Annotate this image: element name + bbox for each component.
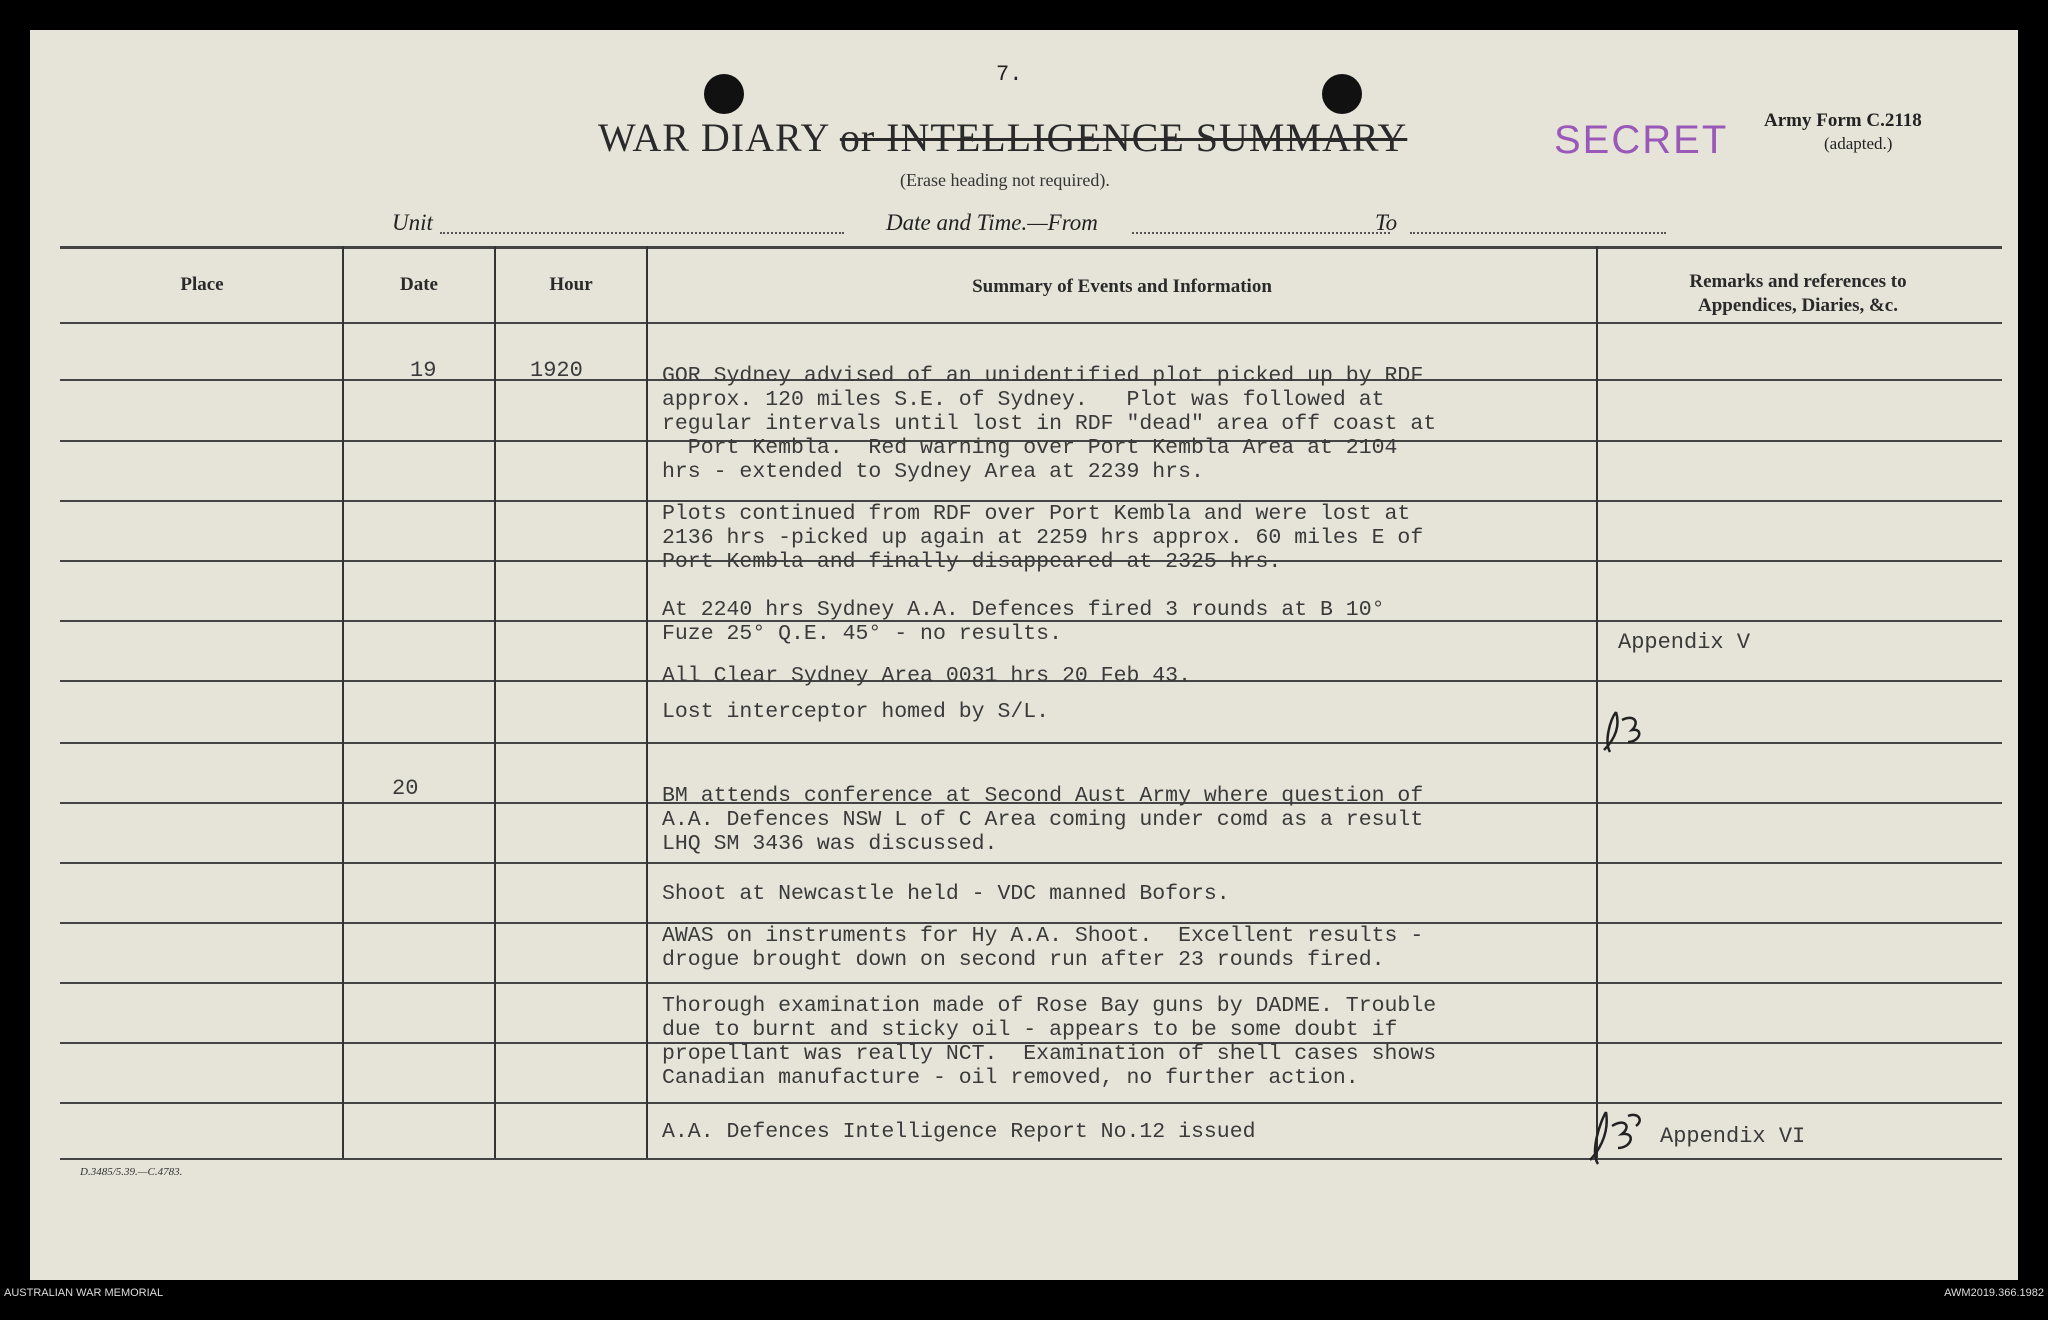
date-time-from-field[interactable] xyxy=(1132,232,1390,234)
date-time-to-field[interactable] xyxy=(1410,232,1666,234)
remark-appendix-v: Appendix V xyxy=(1618,630,1751,655)
archive-label: AUSTRALIAN WAR MEMORIAL xyxy=(4,1287,164,1299)
handwritten-initials-2 xyxy=(1582,1102,1662,1172)
column-header-date: Date xyxy=(400,274,438,295)
punch-hole-right xyxy=(1322,74,1362,114)
entry-summary-2: Plots continued from RDF over Port Kembla and were lost at 2136 hrs -picked up again at 2259 hrs approx. 60 miles E of Port Kembla and finally disappeared at 2325 hrs. xyxy=(662,502,1424,574)
column-header-hour: Hour xyxy=(549,274,593,295)
war-diary-sheet xyxy=(30,30,2018,1280)
entry-summary-10: A.A. Defences Intelligence Report No.12 issued xyxy=(662,1120,1256,1144)
archive-accession: AWM2019.366.1982 xyxy=(1944,1287,2044,1299)
war-diary-title: WAR DIARY xyxy=(598,115,829,160)
entry-summary-3: At 2240 hrs Sydney A.A. Defences fired 3 rounds at B 10° Fuze 25° Q.E. 45° - no results. xyxy=(662,598,1385,646)
remark-appendix-vi: Appendix VI xyxy=(1660,1124,1806,1149)
date-time-from-label: Date and Time.—From xyxy=(886,210,1098,235)
entry-summary-6: BM attends conference at Second Aust Army where question of A.A. Defences NSW L of C Area coming under comd as a result LHQ SM 3436 was discussed. xyxy=(662,784,1424,856)
page-number: 7. xyxy=(996,62,1023,87)
column-header-remarks: Remarks and references to Appendices, Diaries, &c. xyxy=(1689,271,1907,316)
entry-summary-1: GOR Sydney advised of an unidentified plot picked up by RDF approx. 120 miles S.E. of Sydney. Plot was followed at regular intervals until lost in RDF "dead" area off coast at Port Kembla. Red warning over Port Kembla Area at 2104 hrs - extended to Sydney Area at 2239 hrs. xyxy=(662,364,1437,484)
army-form-adapted: (adapted.) xyxy=(1824,134,1893,153)
column-header-summary: Summary of Events and Information xyxy=(972,276,1272,297)
column-header-place: Place xyxy=(180,274,224,295)
struck-heading: or INTELLIGENCE SUMMARY xyxy=(839,115,1408,160)
punch-hole-left xyxy=(704,74,744,114)
form-print-code: D.3485/5.39.—C.4783. xyxy=(80,1166,183,1178)
secret-stamp: SECRET xyxy=(1554,118,1729,162)
entry-summary-4: All Clear Sydney Area 0031 hrs 20 Feb 43. xyxy=(662,664,1191,688)
entry-summary-5: Lost interceptor homed by S/L. xyxy=(662,700,1050,724)
entry-summary-8: AWAS on instruments for Hy A.A. Shoot. Excellent results - drogue brought down on second run after 23 rounds fired. xyxy=(662,924,1424,972)
handwritten-initials-1 xyxy=(1596,702,1666,762)
army-form-number: Army Form C.2118 xyxy=(1764,110,1922,131)
entry-summary-7: Shoot at Newcastle held - VDC manned Bofors. xyxy=(662,882,1230,906)
entry-date-20: 20 xyxy=(392,776,419,801)
entry-date-19: 19 xyxy=(410,358,437,383)
unit-field[interactable] xyxy=(440,232,844,234)
unit-label: Unit xyxy=(392,210,433,235)
erase-note: (Erase heading not required). xyxy=(900,170,1110,190)
entry-summary-9: Thorough examination made of Rose Bay guns by DADME. Trouble due to burnt and sticky oil - appears to be some doubt if propellant was really NCT. Examination of shell cases shows Canadian manufacture - oil removed, no further action. xyxy=(662,994,1437,1090)
form-title xyxy=(598,114,1407,161)
date-time-to-label: To xyxy=(1375,210,1398,235)
entry-hour-1920: 1920 xyxy=(530,358,583,383)
